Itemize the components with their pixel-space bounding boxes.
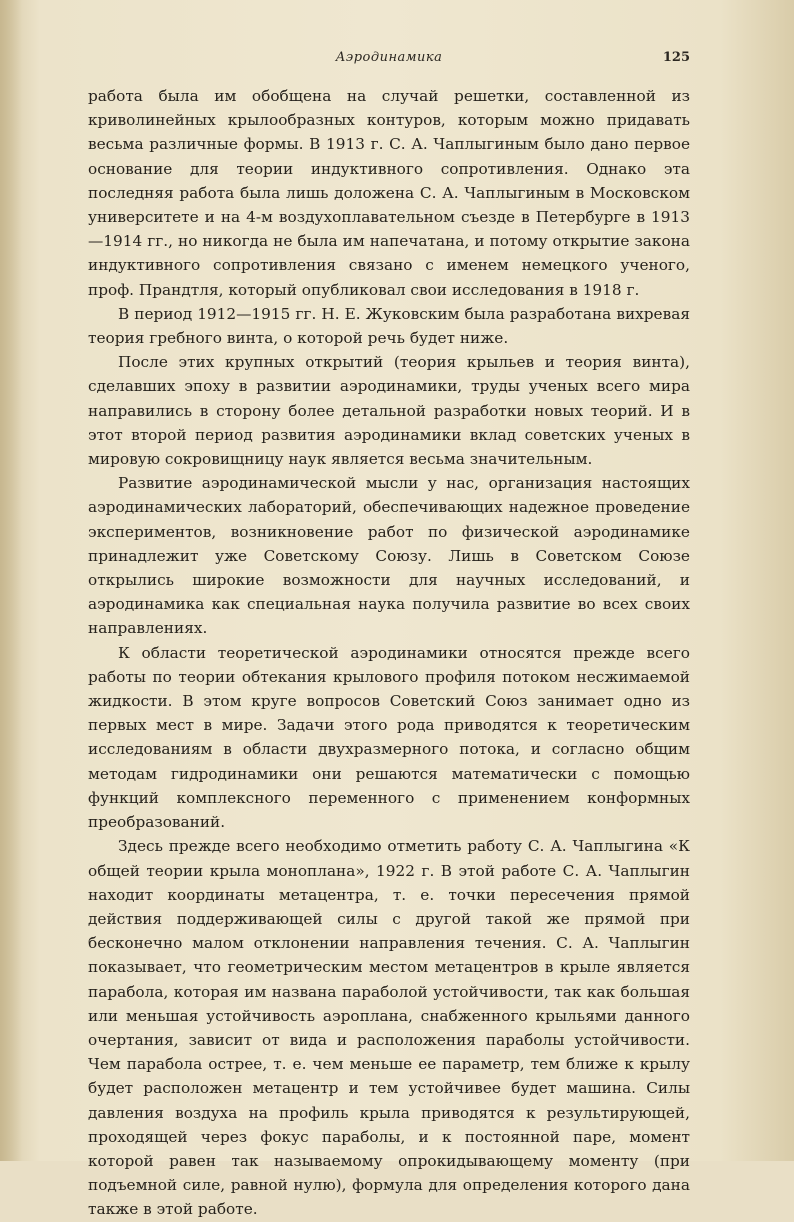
paragraph-6: Здесь прежде всего необходимо отметить работу С. А. Чаплыгина «К общей теории крыла моноплана», 1922 г. В этой работе С. А. Чаплыгин находит координаты метацентра, т. е. точки пересечения прямой действия поддерживающей силы с другой такой же прямой при бесконечно малом отклонении направления течения. С. А. Чаплыгин показывает, что геометрическим местом метацентров в крыле является парабола, которая им названа параболой устойчивости, так как большая или меньшая устойчивость аэроплана, снабженного крыльями данного очертания, зависит от вида и расположения параболы устойчивости. Чем парабола острее, т. е. чем меньше ее параметр, тем ближе к крылу будет расположен метацентр и тем устойчивее будет машина. Силы давления воздуха на профиль крыла приводятся к результирующей, проходящей через фокус параболы, и к постоянной паре, момент которой равен так называемому опрокидывающему моменту (при подъемной силе, равной нулю), формула для определения которого дана также в этой работе. <box>88 837 690 1219</box>
running-title: Аэродинамика <box>335 50 443 65</box>
paragraph-2: В период 1912—1915 гг. Н. Е. Жуковским была разработана вихревая теория гребного винта, о которой речь будет ниже. <box>88 304 690 348</box>
paragraph-3: После этих крупных открытий (теория крыльев и теория винта), сделавших эпоху в развитии аэродинамики, труды ученых всего мира направились в сторону более детальной разработки новых теорий. И в этот второй период развития аэродинамики вклад советских ученых в мировую сокровищницу наук является весьма значительным. <box>88 353 690 469</box>
running-head <box>88 50 690 70</box>
body-text <box>88 84 690 1222</box>
page-number: 125 <box>662 50 690 65</box>
paragraph-4: Развитие аэродинамической мысли у нас, организация настоящих аэродинамических лабораторий, обеспечивающих надежное проведение экспериментов, возникновение работ по физической аэродинамике принадлежит уже Советскому Союзу. Лишь в Советском Союзе открылись широкие возможности для научных исследований, и аэродинамика как специальная наука получила развитие во всех своих направлениях. <box>88 474 690 638</box>
paragraph-5: К области теоретической аэродинамики относятся прежде всего работы по теории обтекания крылового профиля потоком несжимаемой жидкости. В этом круге вопросов Советский Союз занимает одно из первых мест в мире. Задачи этого рода приводятся к теоретическим исследованиям в области двухразмерного потока, и согласно общим методам гидродинамики они решаются математически с помощью функций комплексного переменного с применением конформных преобразований. <box>88 643 690 832</box>
paragraph-1: работа была им обобщена на случай решетки, составленной из криволинейных крылообразных контуров, которым можно придавать весьма различные формы. В 1913 г. С. А. Чаплыгиным было дано первое основание для теории индуктивного сопротивления. Однако эта последняя работа была лишь доложена С. А. Чаплыгиным в Московском университете и на 4-м воздухоплавательном съезде в Петербурге в 1913—1914 гг., но никогда не была им напечатана, и потому открытие закона индуктивного сопротивления связано с именем немецкого ученого, проф. Прандтля, который опубликовал свои исследования в 1918 г. <box>88 87 690 299</box>
